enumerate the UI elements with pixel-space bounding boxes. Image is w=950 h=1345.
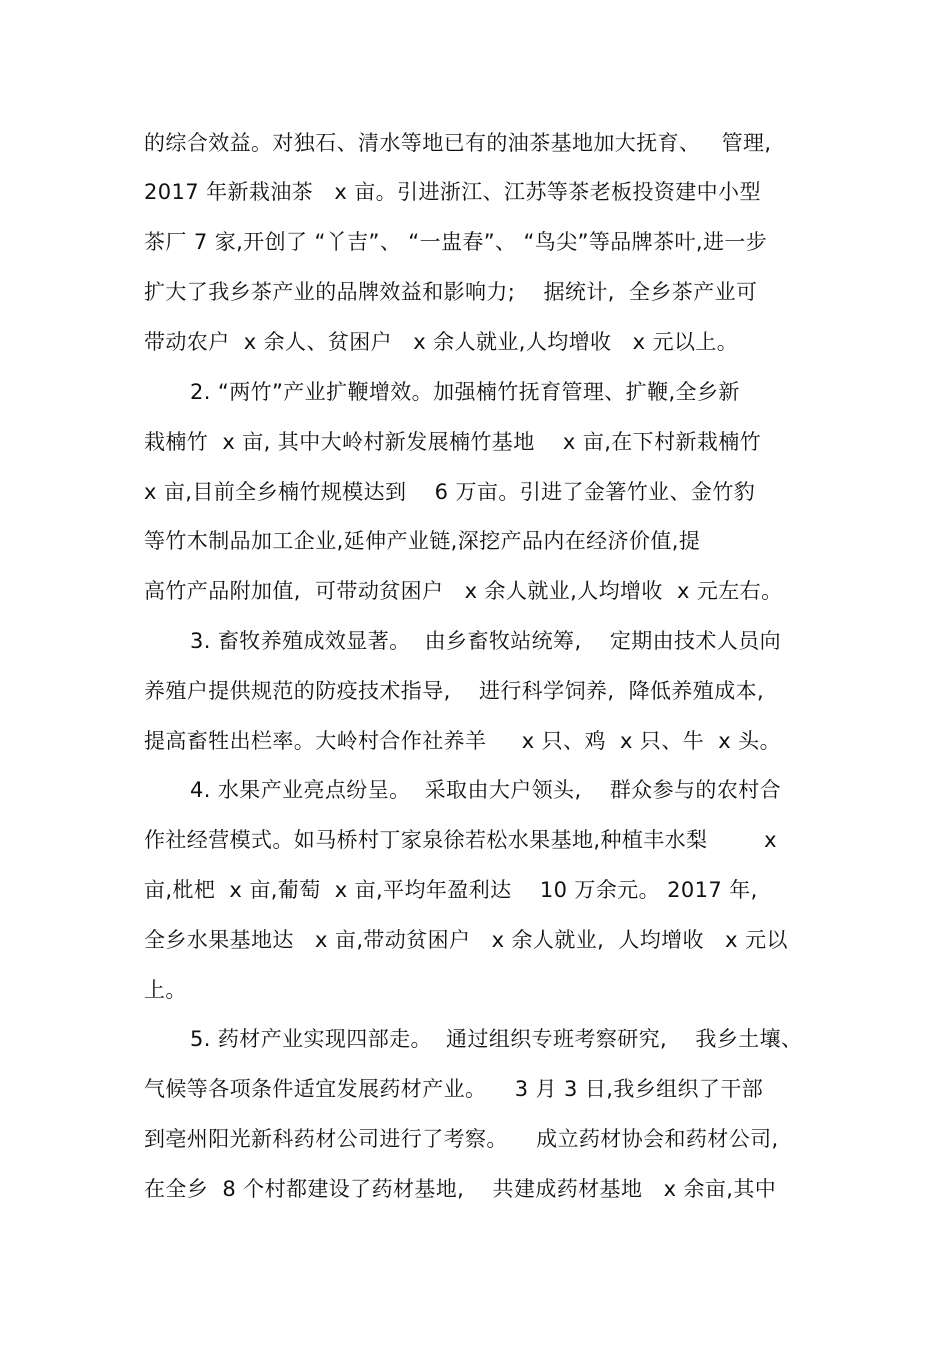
text-line: 上。 bbox=[144, 978, 187, 1002]
text-line: 亩,枇杷 x 亩,葡萄 x 亩,平均年盈利达 10 万余元。 2017 年, bbox=[144, 878, 758, 902]
text-line: 3. 畜牧养殖成效显著。 由乡畜牧站统筹, 定期由技术人员向 bbox=[190, 629, 782, 653]
text-line: 等竹木制品加工企业,延伸产业链,深挖产品内在经济价值,提 bbox=[144, 529, 701, 553]
text-line: 2017 年新栽油茶 x 亩。引进浙江、江苏等茶老板投资建中小型 bbox=[144, 180, 761, 204]
text-line: 带动农户 x 余人、贫困户 x 余人就业,人均增收 x 元以上。 bbox=[144, 330, 739, 354]
text-line: 栽楠竹 x 亩, 其中大岭村新发展楠竹基地 x 亩,在下村新栽楠竹 bbox=[144, 430, 762, 454]
text-line: 5. 药材产业实现四部走。 通过组织专班考察研究, 我乡土壤、 bbox=[190, 1027, 803, 1051]
text-line: 提高畜牲出栏率。大岭村合作社养羊 x 只、鸡 x 只、牛 x 头。 bbox=[144, 729, 781, 753]
text-line: 作社经营模式。如马桥村丁家泉徐若松水果基地,种植丰水梨 x bbox=[144, 828, 777, 852]
text-line: 2. “两竹”产业扩鞭增效。加强楠竹抚育管理、扩鞭,全乡新 bbox=[190, 380, 740, 404]
text-line: 扩大了我乡茶产业的品牌效益和影响力; 据统计, 全乡茶产业可 bbox=[144, 280, 758, 304]
text-line: 气候等各项条件适宜发展药材产业。 3 月 3 日,我乡组织了干部 bbox=[144, 1077, 764, 1101]
text-line: 在全乡 8 个村都建设了药材基地, 共建成药材基地 x 余亩,其中 bbox=[144, 1177, 777, 1201]
text-line: 全乡水果基地达 x 亩,带动贫困户 x 余人就业, 人均增收 x 元以 bbox=[144, 928, 788, 952]
text-line: 养殖户提供规范的防疫技术指导, 进行科学饲养, 降低养殖成本, bbox=[144, 679, 765, 703]
text-line: 高竹产品附加值, 可带动贫困户 x 余人就业,人均增收 x 元左右。 bbox=[144, 579, 783, 603]
text-line: 4. 水果产业亮点纷呈。 采取由大户领头, 群众参与的农村合 bbox=[190, 778, 782, 802]
text-line: 茶厂 7 家,开创了 “丫吉”、 “一盅春”、 “鸟尖”等品牌茶叶,进一步 bbox=[144, 230, 768, 254]
text-line: 到亳州阳光新科药材公司进行了考察。 成立药材协会和药材公司, bbox=[144, 1127, 779, 1151]
text-line: x 亩,目前全乡楠竹规模达到 6 万亩。引进了金箸竹业、金竹豹 bbox=[144, 480, 756, 504]
text-line: 的综合效益。对独石、清水等地已有的油茶基地加大抚育、 管理, bbox=[144, 131, 772, 155]
